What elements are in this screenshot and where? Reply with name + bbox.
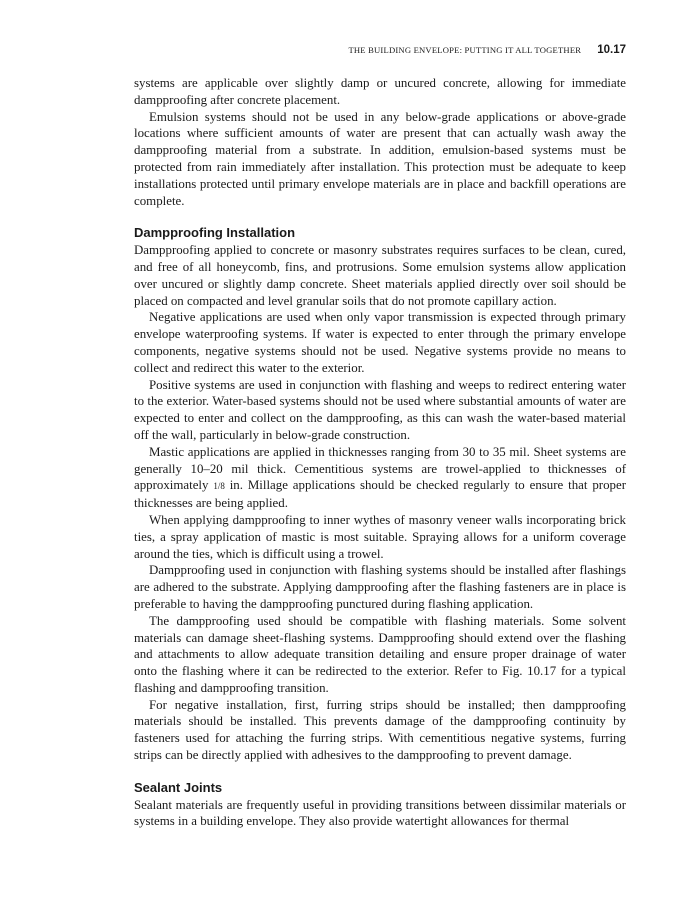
section-spacer <box>134 764 626 780</box>
section-heading-dampproofing: Dampproofing Installation <box>134 225 296 241</box>
page-body <box>134 75 626 830</box>
paragraph: Dampproofing used in conjunction with flashing systems should be installed after flashings are adhered to the substrate. Applying dampproofing after the flashing fasteners are in place is preferable to having the dampproofing punctured during flashing application. <box>134 563 626 611</box>
text-run: Mastic applications are applied in thicknesses ranging from 30 to 35 mil. Sheet systems are generally 10–20 mil thick. Cementitious systems are trowel-applied to thicknesses of approximately <box>134 444 626 493</box>
page-number: 10.17 <box>597 44 626 56</box>
section-heading-sealant: Sealant Joints <box>134 779 223 795</box>
paragraph: For negative installation, first, furring strips should be installed; then dampproofing materials should be installed. This prevents damage of the dampproofing continuity by fasteners used for attaching the furring strips. With cementitious negative systems, furring strips can be directly applied with adhesives to the dampproofing to prevent damage. <box>134 697 626 763</box>
paragraph: The dampproofing used should be compatible with flashing materials. Some solvent materials can damage sheet-flashing systems. Dampproofing should extend over the flashing and attachments to allow adequate transition detailing and ensure proper drainage of water onto the flashing where it can be redirected to the exterior. Refer to Fig. 10.17 for a typical flashing and dampproofing transition. <box>134 613 626 695</box>
running-title: THE BUILDING ENVELOPE: PUTTING IT ALL TOGETHER <box>348 45 582 55</box>
paragraph: When applying dampproofing to inner wythes of masonry veneer walls incorporating brick ties, a spray application of mastic is most suitable. Spraying allows for a uniform coverage around the ties, which is difficult using a trowel. <box>134 512 626 561</box>
section-spacer <box>134 209 626 225</box>
fraction: 1/8 <box>213 481 225 492</box>
paragraph: Dampproofing applied to concrete or masonry substrates requires surfaces to be clean, cured, and free of all honeycomb, fins, and protrusions. Some emulsion systems allow application over uncured or slightly damp concrete. Sheet materials applied directly over soil should be placed on compacted and level granular soils that do not promote capillary action. <box>134 243 626 308</box>
paragraph: Negative applications are used when only vapor transmission is expected through primary envelope waterproofing systems. If water is expected to enter through the primary envelope components, negative systems should not be used. Negative systems provide no means to collect and redirect this water to the exterior. <box>134 310 626 375</box>
paragraph <box>134 444 626 512</box>
paragraph: systems are applicable over slightly damp or uncured concrete, allowing for immediate dampproofing after concrete placement. <box>134 76 626 107</box>
running-head <box>134 44 626 56</box>
paragraph: Emulsion systems should not be used in any below-grade applications or above-grade locations where sufficient amounts of water are present that can actually wash away the dampproofing material from a substrate. In addition, emulsion-based systems must be protected from rain immediately after installation. This protection must be adequate to keep installations protected until primary envelope materials are in place and backfill operations are complete. <box>134 109 626 208</box>
text-run: in. Millage applications should be checked regularly to ensure that proper thicknesses are being applied. <box>134 478 626 511</box>
paragraph: Positive systems are used in conjunction with flashing and weeps to redirect entering water to the exterior. Water-based systems should not be used where substantial amounts of water are expected to enter and collect on the dampproofing, as this can wash the water-based material off the wall, particularly in below-grade construction. <box>134 377 626 442</box>
paragraph: Sealant materials are frequently useful in providing transitions between dissimilar materials or systems in a building envelope. They also provide watertight allowances for thermal <box>134 797 626 829</box>
